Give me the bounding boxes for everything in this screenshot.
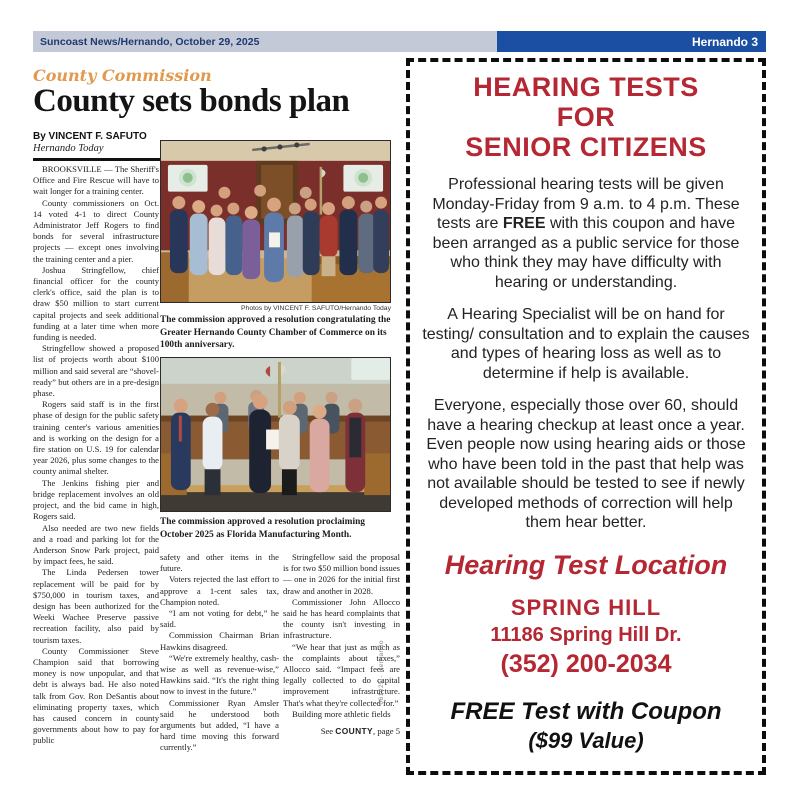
paragraph: The Jenkins fishing pier and bridge replacement involves an old project, and the bid came in high, Rogers said. [33, 477, 159, 522]
ad-coupon-value: ($99 Value) [528, 727, 644, 753]
commission-photo-chamber-group-1 [160, 140, 391, 303]
ad-paragraph-2: A Hearing Specialist will be on hand for testing/ consultation and to explain the causes and types of hearing loss as well as to determine if help is available. [422, 306, 750, 382]
hearing-test-coupon-ad [406, 58, 766, 775]
paragraph: County commissioners on Oct. 14 voted 4-1 to direct County Administrator Jeff Rogers to find bonds for several infrastructure projects — except ones involving the training center and a pier. [33, 197, 159, 264]
continuation-see: See [320, 726, 336, 736]
ad-title-line-1: HEARING TESTS [473, 72, 699, 102]
ad-coupon-offer: FREE Test with Coupon [450, 697, 722, 725]
paragraph: County Commissioner Steve Champion said that borrowing money is now unpopular, and that debt is always bad. He also noted talk from Gov. Ron DeSantis about eliminating property taxes, which has caused concern in county governments about how to pay for public [33, 645, 159, 746]
photo-1-caption: The commission approved a resolution congratulating the Greater Hernando County Chamber of Commerce on its 100th anniversary. [160, 315, 391, 350]
article-column-1 [33, 164, 159, 776]
paragraph: “We're extremely healthy, cash-wise as well as revenue-wise,” Hawkins said. “It's the right thing now to invest in the future.” [160, 652, 279, 697]
ad-paragraph-1 [422, 175, 750, 292]
ad-location-address: 11186 Spring Hill Dr. [490, 623, 682, 646]
paragraph: Commissioner John Allocco said he has heard complaints that the county isn't investing in infrastructure. [283, 596, 400, 641]
ad-title-line-2: FOR [556, 102, 616, 132]
ad-p1-before: Professional hearing tests will be given Monday-Friday from 9 a.m. to 4 p.m. These tests are [432, 176, 740, 232]
paragraph: Commissioner Ryan Amsler said he understood both arguments but added, “I have a hard time moving this forward currently.” [160, 697, 279, 753]
paragraph: Stringfellow showed a proposed list of projects worth about $100 million and said several are “shovel-ready” but others are in a pre-design phase. [33, 343, 159, 399]
continuation-line [283, 726, 400, 736]
photo-credit: Photos by VINCENT F. SAFUTO/Hernando Today [241, 305, 391, 312]
paragraph: “We hear that just as much as the complaints about taxes,” Allocco said. “Impact fees are legally collected to do capital improvement infrastructure. That's what they're collected for.” [283, 641, 400, 708]
ad-p1-free: FREE [502, 215, 546, 232]
paragraph: Stringfellow said the proposal is for two $50 million bond issues — one in 2026 for the initial first draw and another in 2028. [283, 552, 400, 596]
ad-title-line-3: SENIOR CITIZENS [465, 132, 707, 162]
paragraph: BROOKSVILLE — The Sheriff's Office and Fire Rescue will have to wait longer for a training center. [33, 164, 159, 197]
ad-location-heading: Hearing Test Location [444, 549, 728, 580]
ad-p1-after: with this coupon and have been arranged as a public service for those who think they may have difficulty with hearing or understanding. [432, 215, 740, 291]
ad-title [422, 72, 750, 162]
paragraph: “I am not voting for debt,” he said. [160, 608, 279, 630]
continuation-rest: , page 5 [373, 726, 400, 736]
byline-rule [33, 158, 160, 161]
paragraph: Commission Chairman Brian Hawkins disagreed. [160, 630, 279, 652]
masthead-date-bar [33, 31, 497, 52]
paragraph: Also needed are two new fields and a road and parking lot for the Anderson Snow Park project, paid by impact fees, he said. [33, 522, 159, 567]
ad-location-phone: (352) 200-2034 [500, 649, 672, 678]
article-byline: By VINCENT F. SAFUTO [33, 131, 147, 142]
photo-1-illustration [161, 141, 390, 302]
continuation-keyword: COUNTY [335, 726, 374, 736]
paragraph: safety and other items in the future. [160, 552, 279, 574]
photo-2-caption: The commission approved a resolution proclaiming October 2025 as Florida Manufacturing Month. [160, 517, 365, 540]
commission-photo-chamber-group-2 [160, 357, 391, 512]
article-byline-org: Hernando Today [33, 143, 104, 154]
masthead-page-number: Hernando 3 [691, 34, 758, 49]
masthead-page-bar [497, 31, 766, 52]
paragraph: Building more athletic fields [292, 708, 391, 719]
section-kicker: County Commission [33, 66, 212, 85]
ad-side-code: 061925 - Hernando [378, 640, 385, 705]
paragraph: Voters rejected the last effort to approve a 1-cent sales tax, Champion noted. [160, 574, 279, 607]
paragraph: The Linda Pedersen tower replacement will be paid for by $750,000 in tourism taxes, and design has been authorized for the Weeki Wachee Preserve passive recreation facility, also paid by tourism taxes. [33, 567, 159, 645]
masthead [33, 31, 766, 52]
paragraph: Joshua Stringfellow, chief financial officer for the county clerk's office, said the plan is to draw $50 million to start current capital projects and seek additional funding at a later time when more funding is needed. [33, 264, 159, 343]
ad-location-name: SPRING HILL [510, 594, 662, 620]
paragraph: Rogers said staff is in the first phase of design for the public safety training center's various amenities and is working on the design for a fire station on U.S. 19 for calendar year 2026, plus some changes to the county animal shelter. [33, 399, 159, 477]
masthead-edition-date: Suncoast News/Hernando, October 29, 2025 [40, 35, 260, 48]
photo-2-illustration [161, 358, 390, 511]
article-column-2 [160, 552, 279, 778]
article-headline: County sets bonds plan [33, 83, 350, 119]
ad-paragraph-3: Everyone, especially those over 60, should have a hearing checkup at least once a year. Even people now using hearing aids or those who have been told in the past that help was not available should be tested to see if newly developed methods of correction will help them hear better. [426, 397, 746, 531]
